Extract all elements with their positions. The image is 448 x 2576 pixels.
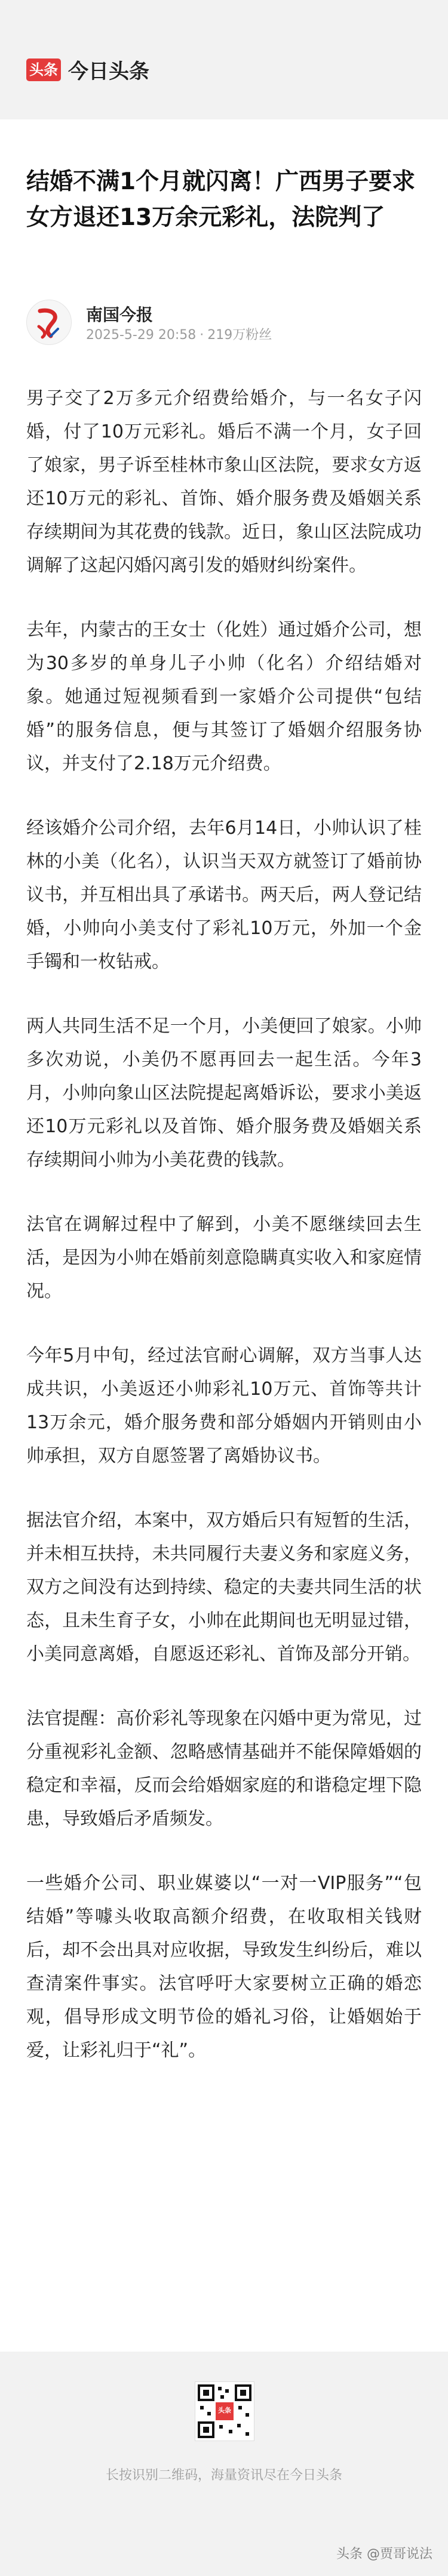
paragraph: 男子交了2万多元介绍费给婚介，与一名女子闪婚，付了10万元彩礼。婚后不满一个月，女子回了娘家，男子诉至桂林市象山区法院，要求女方返还10万元的彩礼、首饰、婚介服务费及婚姻关系存续期间为其花费的钱款。近日，象山区法院成功调解了这起闪婚闪离引发的婚财纠纷案件。 [26, 388, 422, 576]
meta-separator: · [200, 328, 204, 343]
toutiao-logo-icon: 头条 [26, 58, 61, 81]
author-name[interactable]: 南国今报 [86, 305, 154, 325]
footer-caption: 长按识别二维码，海量资讯尽在今日头条 [105, 2468, 342, 2483]
author-avatar[interactable] [26, 300, 72, 345]
share-footer [0, 2352, 448, 2576]
paragraph: 两人共同生活不足一个月，小美便回了娘家。小帅多次劝说，小美仍不愿再回去一起生活。今年3月，小帅向象山区法院提起离婚诉讼，要求小美返还10万元彩礼以及首饰、婚介服务费及婚姻关系存续期间小帅为小美花费的钱款。 [26, 1016, 422, 1170]
brand[interactable] [26, 55, 149, 84]
app-name: 今日头条 [68, 60, 149, 84]
paragraph: 今年5月中旬，经过法官耐心调解，双方当事人达成共识，小美返还小帅彩礼10万元、首饰等共计13万余元，婚介服务费和部分婚姻内开销则由小帅承担，双方自愿签署了离婚协议书。 [26, 1345, 422, 1466]
article-header [26, 164, 422, 236]
follower-count: 219万粉丝 [207, 328, 272, 343]
app-header [0, 0, 448, 119]
article-title: 结婚不满1个月就闪离！广西男子要求女方退还13万余元彩礼，法院判了 [26, 168, 416, 231]
watermark-text: 头条 @贾哥说法 [336, 2547, 432, 2562]
qr-code[interactable] [195, 2381, 254, 2441]
paragraph: 去年，内蒙古的王女士（化姓）通过婚介公司，想为30多岁的单身儿子小帅（化名）介绍结婚对象。她通过短视频看到一家婚介公司提供“包结婚”的服务信息，便与其签订了婚姻介绍服务协议，并支付了2.18万元介绍费。 [26, 620, 422, 774]
qr-logo-text: 头条 [218, 2406, 231, 2414]
paragraph: 法官提醒：高价彩礼等现象在闪婚中更为常见，过分重视彩礼金额、忽略感情基础并不能保障婚姻的稳定和幸福，反而会给婚姻家庭的和谐稳定埋下隐患，导致婚后矛盾频发。 [26, 1708, 422, 1829]
paragraph: 一些婚介公司、职业媒婆以“一对一VIP服务”“包结婚”等噱头收取高额介绍费，在收取相关钱财后，却不会出具对应收据，导致发生纠纷后，难以查清案件事实。法官呼吁大家要树立正确的婚恋观，倡导形成文明节俭的婚礼习俗，让婚姻始于爱，让彩礼归于“礼”。 [26, 1873, 422, 2061]
paragraph: 经该婚介公司介绍，去年6月14日，小帅认识了桂林的小美（化名），认识当天双方就签订了婚前协议书，并互相出具了承诺书。两天后，两人登记结婚，小帅向小美支付了彩礼10万元，外加一个金手镯和一枚钻戒。 [26, 818, 422, 972]
paragraph: 据法官介绍，本案中，双方婚后只有短暂的生活，并未相互扶持，未共同履行夫妻义务和家庭义务，双方之间没有达到持续、稳定的夫妻共同生活的状态，且未生育子女，小帅在此期间也无明显过错，小美同意离婚，自愿返还彩礼、首饰及部分开销。 [26, 1510, 422, 1665]
article-body [26, 382, 422, 2099]
author-avatar-logo-icon [27, 300, 71, 344]
watermark [336, 2544, 432, 2562]
article-meta [86, 325, 272, 343]
publish-datetime: 2025-5-29 20:58 [86, 328, 197, 343]
paragraph: 法官在调解过程中了解到，小美不愿继续回去生活，是因为小帅在婚前刻意隐瞒真实收入和家庭情况。 [26, 1214, 422, 1302]
author-row [26, 298, 422, 346]
